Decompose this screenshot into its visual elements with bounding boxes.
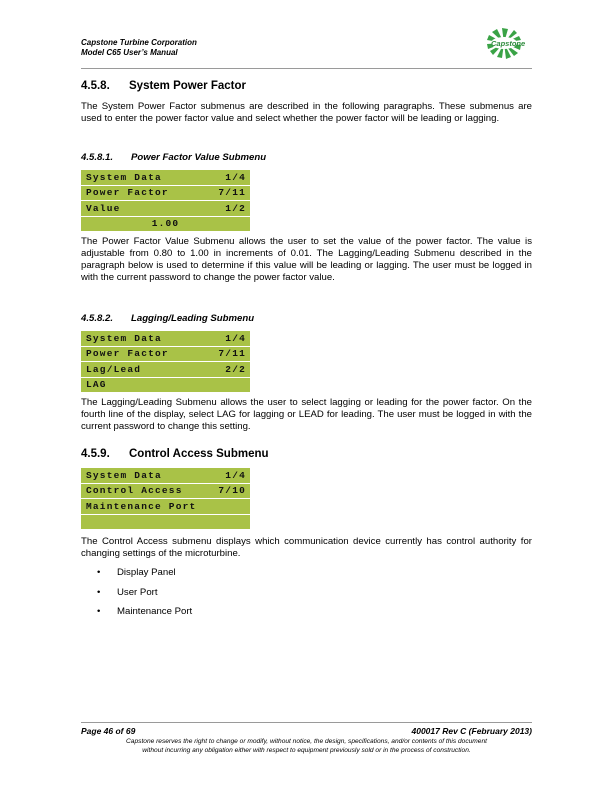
section-number: 4.5.9.: [81, 448, 110, 460]
subsection-title: Lagging/Leading Submenu: [131, 313, 255, 324]
section-4582-body: The Lagging/Leading Submenu allows the user to select lagging or leading for the power factor. On the fourth line of the display, select LAG for lagging or LEAD for leading. The user must be logged in with the current password to change this setting.: [81, 397, 532, 432]
subsection-number: 4.5.8.1.: [81, 152, 114, 163]
bullet-icon: •: [97, 606, 101, 617]
lcd-row-index: 7/11: [218, 348, 246, 359]
section-title: System Power Factor: [129, 80, 246, 92]
section-459-body: The Control Access submenu displays which communication device currently has control authority for changing settings of the microturbine.: [81, 536, 532, 559]
logo-wordmark: Capstone: [491, 39, 526, 48]
section-heading-458: [81, 80, 246, 92]
lcd-row: [81, 499, 250, 515]
capstone-logo: [478, 26, 534, 60]
footer-disclaimer: [81, 737, 532, 755]
lcd-row-label: Control Access: [86, 485, 183, 496]
lcd-row-label: System Data: [86, 332, 162, 344]
section-title: Control Access Submenu: [129, 448, 269, 460]
lcd-display-control-access: [81, 468, 250, 529]
lcd-row-label: Lag/Lead: [86, 363, 142, 375]
section-4581-body: The Power Factor Value Submenu allows the user to set the value of the power factor. The value is adjustable from 0.80 to 1.00 in increments of 0.01. The Lagging/Leading Submenu described in the paragraph below is used to determine if this value will be leading or lagging. The user must be logged in with the current password to change the power factor value.: [81, 236, 532, 283]
lcd-row-index: 1/4: [225, 171, 246, 183]
section-number: 4.5.8.: [81, 80, 110, 92]
section-458-intro: The System Power Factor submenus are described in the following paragraphs. These submenus are used to enter the power factor value and select whether the power factor will be leading or lagging.: [81, 101, 532, 124]
disclaimer-line: without incurring any obligation either with respect to equipment previously sold or in the process of construction.: [142, 747, 471, 754]
lcd-row-index: 7/10: [218, 485, 246, 496]
lcd-row-index: 7/11: [218, 187, 246, 198]
lcd-row: [81, 201, 250, 217]
running-header: [81, 38, 197, 58]
lcd-row: [81, 186, 250, 202]
subsection-title: Power Factor Value Submenu: [131, 152, 267, 163]
lcd-row: [81, 515, 250, 530]
lcd-row: [81, 331, 250, 347]
lcd-row: [81, 378, 250, 393]
lcd-row: [81, 217, 250, 232]
lcd-row: [81, 484, 250, 500]
lcd-display-power-factor-value: [81, 170, 250, 231]
subsection-heading-4582: [81, 313, 254, 324]
lcd-row-label: Value: [86, 202, 121, 214]
lcd-row-index: 1/4: [225, 469, 246, 481]
lcd-row-index: 2/2: [225, 363, 246, 375]
section-heading-459: [81, 448, 269, 460]
list-item-text: Display Panel: [117, 567, 176, 578]
lcd-row: [81, 170, 250, 186]
document-revision: 400017 Rev C (February 2013): [411, 726, 532, 736]
disclaimer-line: Capstone reserves the right to change or modify, without notice, the design, specifications, and/or contents of this document: [126, 738, 487, 745]
header-rule: [81, 68, 532, 69]
lcd-row-label: System Data: [86, 171, 162, 183]
manual-title: Model C65 User’s Manual: [81, 48, 178, 57]
page-number: Page 46 of 69: [81, 726, 136, 736]
lcd-display-lagging-leading: [81, 331, 250, 392]
lcd-row-label: Power Factor: [86, 187, 169, 198]
lcd-value: 1.00: [151, 218, 180, 229]
lcd-row: [81, 347, 250, 363]
lcd-row-label: Power Factor: [86, 348, 169, 359]
list-item-text: Maintenance Port: [117, 606, 193, 617]
footer-rule: [81, 722, 532, 723]
list-item-text: User Port: [117, 586, 158, 598]
lcd-value: LAG: [86, 379, 107, 390]
lcd-row: [81, 468, 250, 484]
lcd-row-index: 1/4: [225, 332, 246, 344]
lcd-row-label: System Data: [86, 469, 162, 481]
subsection-heading-4581: [81, 152, 266, 163]
lcd-value: Maintenance Port: [86, 500, 197, 512]
bullet-icon: •: [97, 586, 101, 598]
company-name: Capstone Turbine Corporation: [81, 38, 197, 47]
lcd-row: [81, 362, 250, 378]
subsection-number: 4.5.8.2.: [81, 313, 114, 324]
lcd-row-index: 1/2: [225, 202, 246, 214]
bullet-icon: •: [97, 567, 101, 578]
